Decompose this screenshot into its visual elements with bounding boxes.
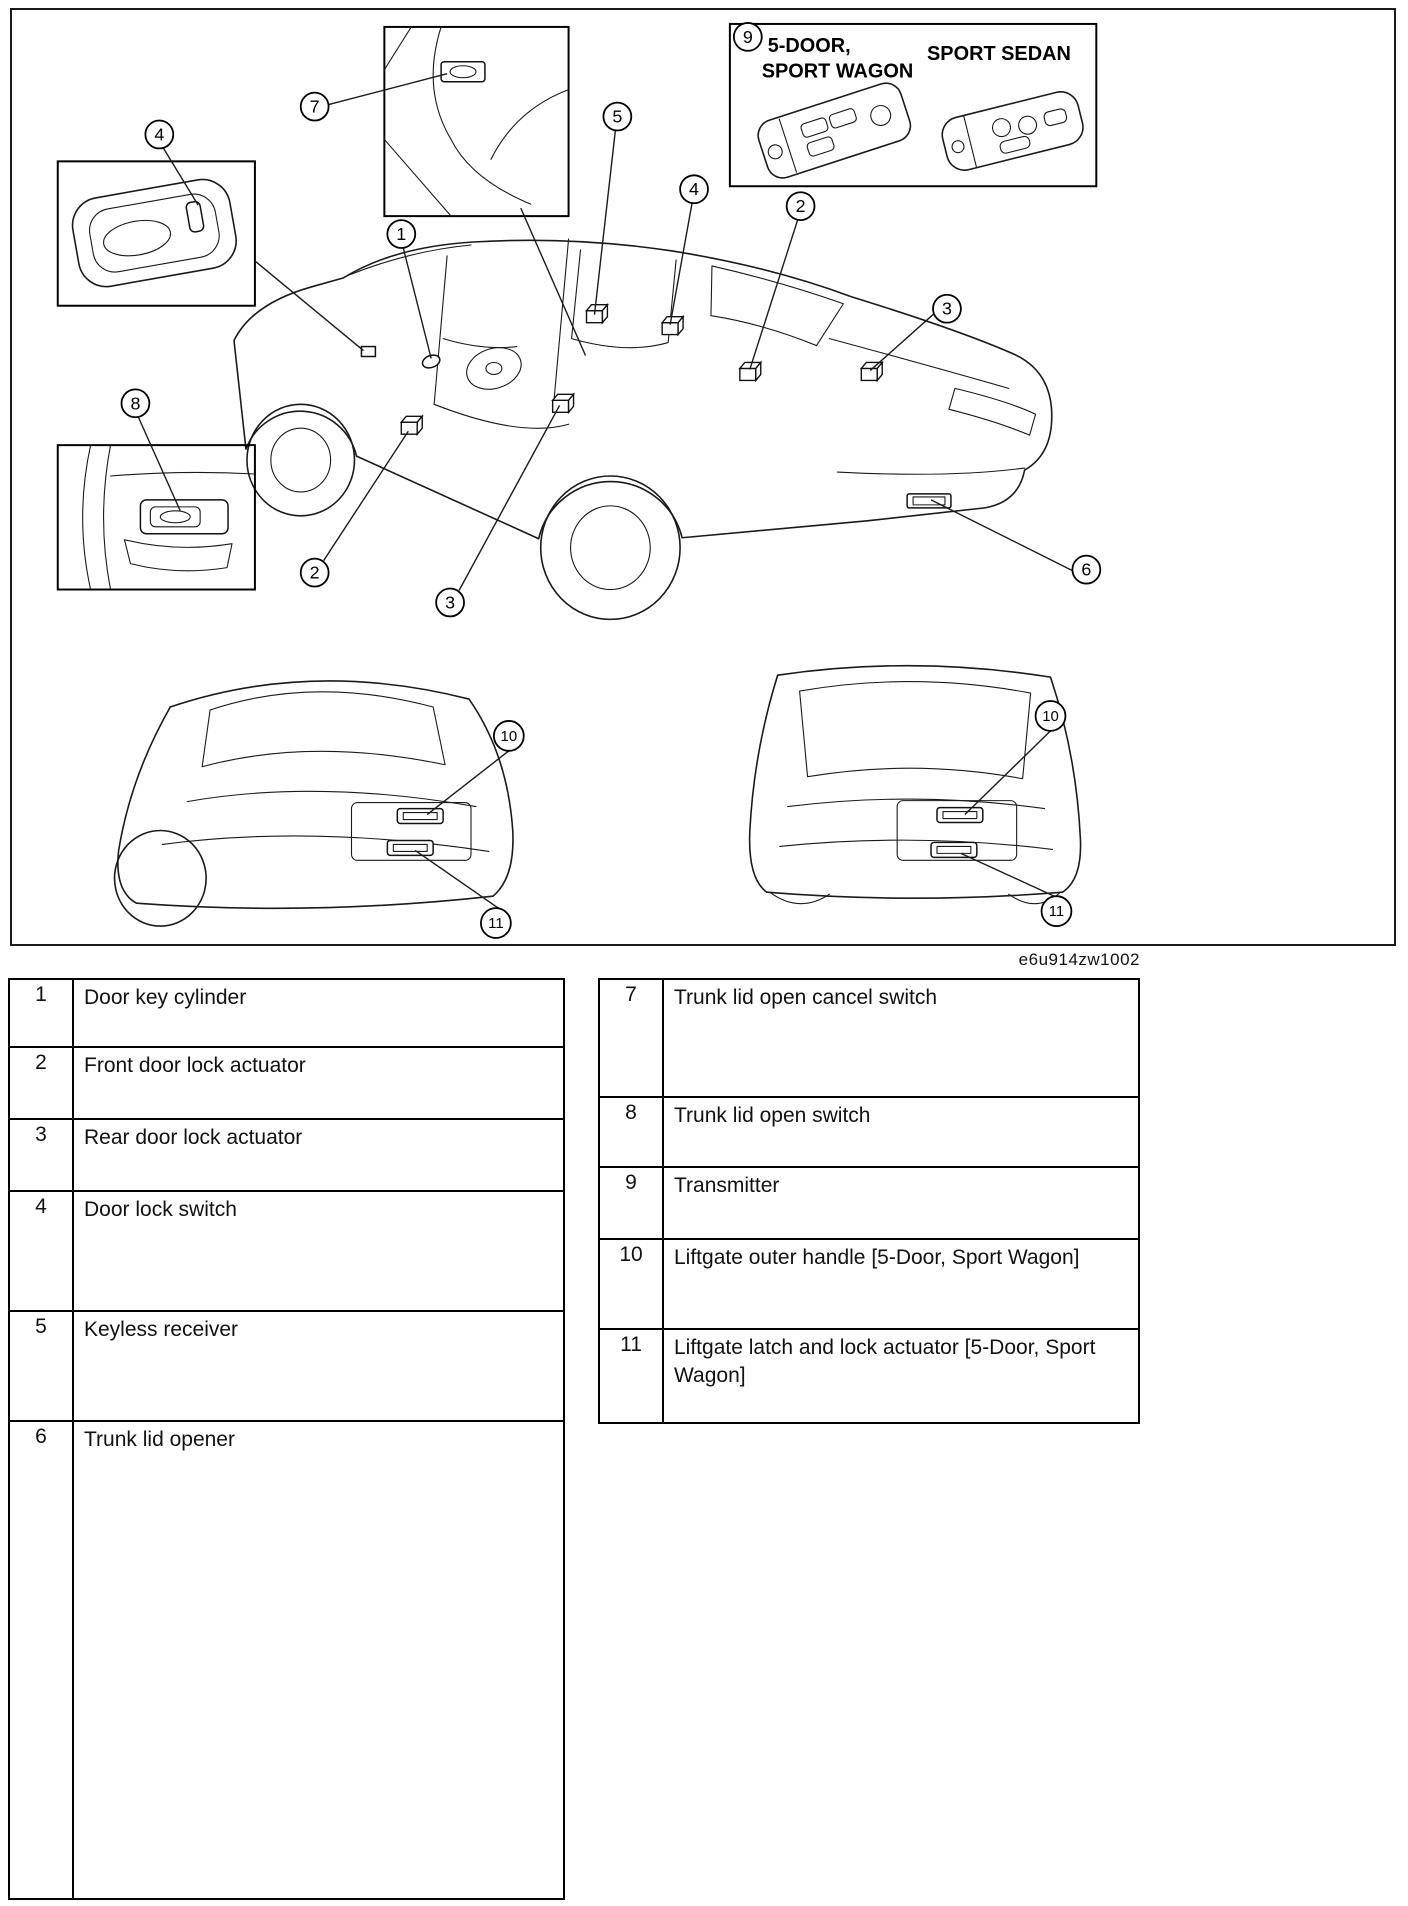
svg-text:9: 9 bbox=[742, 26, 753, 47]
legend-label-cell: Rear door lock actuator bbox=[84, 1126, 303, 1149]
wagon-transmitter-illustration bbox=[754, 79, 915, 182]
legend-row bbox=[10, 1048, 563, 1120]
legend-number-cell: 2 bbox=[10, 1048, 74, 1118]
sedan-transmitter-label: SPORT SEDAN bbox=[927, 42, 1071, 65]
legend-label-cell: Front door lock actuator bbox=[84, 1054, 306, 1077]
main-car-view bbox=[234, 239, 1052, 619]
legend-number-cell: 5 bbox=[10, 1312, 74, 1420]
legend-number-cell: 4 bbox=[10, 1192, 74, 1310]
callout-8 bbox=[121, 389, 149, 417]
callout-9 bbox=[734, 23, 762, 51]
legend-row bbox=[600, 980, 1138, 1098]
legend-row bbox=[10, 1422, 563, 1898]
callout-1 bbox=[387, 220, 415, 248]
sedan-rear-view bbox=[115, 681, 513, 926]
door-handle-inset bbox=[58, 161, 255, 305]
wagon-transmitter-label-line2: SPORT WAGON bbox=[761, 60, 914, 83]
trunk-lid-opener-marker bbox=[907, 494, 951, 508]
legend-number-cell: 6 bbox=[10, 1422, 74, 1898]
legend-row bbox=[10, 1312, 563, 1422]
legend-label-cell: Transmitter bbox=[674, 1174, 780, 1197]
legend-number-cell: 7 bbox=[600, 980, 664, 1096]
svg-text:3: 3 bbox=[941, 298, 952, 319]
svg-text:2: 2 bbox=[309, 562, 320, 583]
liftgate-outer-handle-marker-sedan bbox=[397, 809, 443, 824]
keyless-receiver-marker bbox=[586, 305, 607, 323]
legend-number-cell: 9 bbox=[600, 1168, 664, 1238]
transmitter-panel bbox=[730, 24, 1096, 186]
callout-10-sedan bbox=[494, 721, 524, 751]
liftgate-latch-marker-wagon bbox=[931, 842, 977, 857]
svg-text:7: 7 bbox=[309, 96, 320, 117]
svg-text:8: 8 bbox=[130, 393, 141, 414]
wagon-transmitter-label-line1: 5-DOOR, bbox=[767, 34, 851, 57]
legend-number-cell: 1 bbox=[10, 980, 74, 1046]
trunk-lid-inset bbox=[384, 27, 568, 216]
svg-text:3: 3 bbox=[445, 592, 456, 613]
legend-label-cell: Keyless receiver bbox=[84, 1318, 239, 1341]
svg-text:11: 11 bbox=[1048, 903, 1065, 921]
svg-text:11: 11 bbox=[488, 915, 504, 933]
legend-label-cell: Door lock switch bbox=[84, 1198, 237, 1221]
wagon-rear-view bbox=[750, 666, 1081, 904]
diagram-panel bbox=[10, 8, 1396, 946]
rear-door-lock-actuator-marker bbox=[861, 362, 882, 380]
leader-lines bbox=[138, 74, 1072, 909]
trunk-lid-open-cancel-switch-marker bbox=[441, 62, 485, 82]
front-door-actuator-marker-2 bbox=[401, 416, 422, 434]
svg-text:6: 6 bbox=[1081, 559, 1092, 580]
door-lock-switch-marker bbox=[662, 317, 683, 335]
door-lock-knob bbox=[186, 201, 205, 233]
svg-text:2: 2 bbox=[795, 196, 806, 217]
legend-label-cell: Liftgate latch and lock actuator [5-Door, Sport Wagon] bbox=[674, 1336, 1096, 1388]
rear-door-actuator-marker-2 bbox=[553, 394, 574, 412]
legend-row bbox=[600, 1168, 1138, 1240]
svg-text:10: 10 bbox=[500, 727, 518, 745]
svg-text:1: 1 bbox=[396, 224, 407, 245]
svg-text:4: 4 bbox=[154, 124, 165, 145]
sedan-transmitter-illustration bbox=[938, 88, 1086, 174]
callout-6 bbox=[1072, 556, 1100, 584]
callout-3-rear bbox=[933, 295, 961, 323]
legend-number-cell: 11 bbox=[600, 1330, 664, 1422]
callout-7 bbox=[301, 93, 329, 121]
callout-2-lower bbox=[301, 559, 329, 587]
callout-4-handle bbox=[145, 121, 173, 149]
legend-row bbox=[10, 1120, 563, 1192]
legend-number-cell: 3 bbox=[10, 1120, 74, 1190]
front-door-lock-actuator-marker bbox=[740, 362, 761, 380]
legend-number-cell: 8 bbox=[600, 1098, 664, 1166]
callout-11-sedan bbox=[481, 908, 511, 938]
callout-2-front bbox=[787, 192, 815, 220]
door-switch-marker bbox=[361, 347, 375, 357]
callout-3-lower bbox=[436, 589, 464, 617]
legend-row bbox=[10, 980, 563, 1048]
legend-label-cell: Liftgate outer handle [5-Door, Sport Wagon] bbox=[674, 1246, 1080, 1269]
callout-10-wagon bbox=[1036, 701, 1066, 731]
legend-row bbox=[600, 1098, 1138, 1168]
legend-row bbox=[10, 1192, 563, 1312]
legend-number-cell: 10 bbox=[600, 1240, 664, 1328]
trunk-lid-open-switch-marker bbox=[140, 500, 228, 534]
svg-text:10: 10 bbox=[1042, 707, 1059, 725]
trunk-switch-inset bbox=[58, 445, 255, 589]
callout-4-door bbox=[680, 175, 708, 203]
legend-row bbox=[600, 1240, 1138, 1330]
component-location-diagram bbox=[12, 10, 1394, 944]
legend-label-cell: Door key cylinder bbox=[84, 986, 247, 1009]
legend-label-cell: Trunk lid opener bbox=[84, 1428, 235, 1451]
callout-11-wagon bbox=[1042, 896, 1072, 926]
callout-5 bbox=[603, 103, 631, 131]
legend-label-cell: Trunk lid open switch bbox=[674, 1104, 871, 1127]
svg-text:4: 4 bbox=[689, 179, 700, 200]
svg-text:5: 5 bbox=[612, 106, 623, 127]
liftgate-latch-marker-sedan bbox=[387, 840, 433, 855]
legend-row bbox=[600, 1330, 1138, 1422]
legend-table-left bbox=[8, 978, 565, 1900]
liftgate-outer-handle-marker-wagon bbox=[937, 808, 983, 823]
figure-code: e6u914zw1002 bbox=[1018, 950, 1140, 969]
legend-label-cell: Trunk lid open cancel switch bbox=[674, 986, 938, 1009]
legend-table-right bbox=[598, 978, 1140, 1424]
